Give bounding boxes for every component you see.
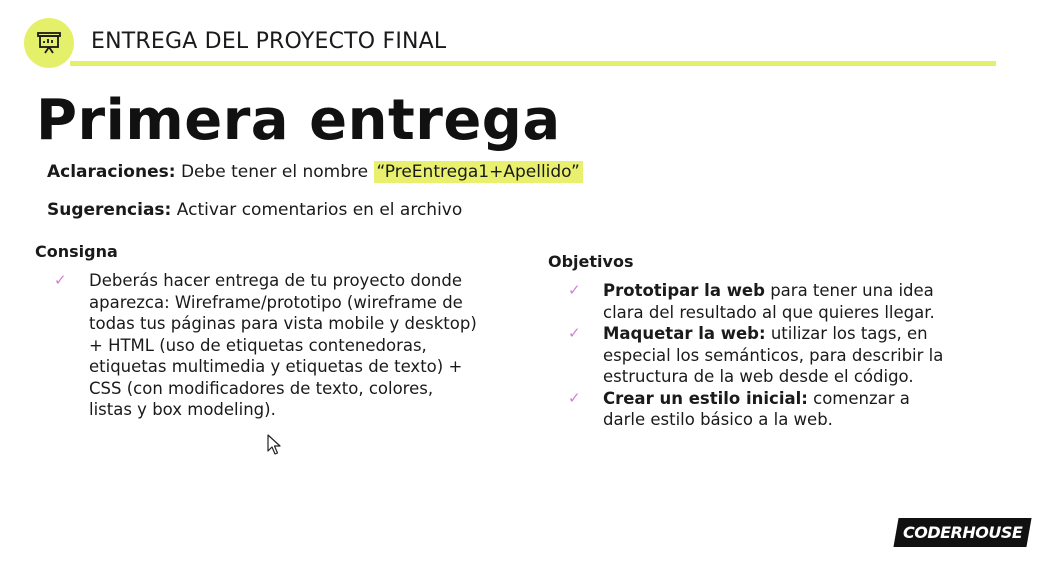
consigna-list xyxy=(50,270,480,421)
check-icon: ✓ xyxy=(54,271,67,289)
list-item xyxy=(564,280,944,323)
objetivo-bold: Maquetar la web: xyxy=(603,324,766,343)
objetivo-bold: Prototipar la web xyxy=(603,281,765,300)
objetivos-list xyxy=(564,280,944,431)
check-icon: ✓ xyxy=(568,324,581,342)
consigna-item-text: Deberás hacer entrega de tu proyecto donde aparezca: Wireframe/prototipo (wireframe de todas tus páginas para vista mobile y desktop) + HTML (uso de etiquetas contenedoras, etiquetas multimedia y etiquetas de texto) + CSS (con modificadores de texto, colores, listas y box modeling). xyxy=(89,271,477,419)
logo-text: CODERHOUSE xyxy=(902,523,1023,542)
check-icon: ✓ xyxy=(568,388,581,407)
sugerencias-note xyxy=(47,200,462,220)
objetivo-text: utilizar los tags, en especial los semánticos, para describir la estructura de la web desde el código. xyxy=(603,324,944,386)
objetivo-text: para tener una idea clara del resultado al que quieres llegar. xyxy=(603,281,935,322)
aclaraciones-label: Aclaraciones: xyxy=(47,162,176,182)
mouse-pointer-icon xyxy=(267,434,283,456)
list-item xyxy=(564,388,944,431)
sugerencias-label: Sugerencias: xyxy=(47,200,172,220)
file-name-highlight: “PreEntrega1+Apellido” xyxy=(374,161,583,183)
presentation-board-icon xyxy=(36,30,62,56)
check-icon: ✓ xyxy=(568,281,581,299)
header-title: ENTREGA DEL PROYECTO FINAL xyxy=(91,29,447,54)
header-icon-badge xyxy=(24,18,74,68)
consigna-heading: Consigna xyxy=(35,242,118,261)
list-item xyxy=(50,270,480,421)
sugerencias-text: Activar comentarios en el archivo xyxy=(176,200,463,220)
objetivo-bold: Crear un estilo inicial: xyxy=(603,388,808,408)
list-item xyxy=(564,323,944,388)
header-underline xyxy=(70,61,996,66)
aclaraciones-note xyxy=(47,162,583,182)
aclaraciones-text: Debe tener el nombre xyxy=(180,162,369,182)
coderhouse-logo xyxy=(893,518,1031,547)
objetivo-text: comenzar a darle estilo básico a la web. xyxy=(603,388,910,429)
page-title: Primera entrega xyxy=(36,88,561,153)
objetivos-heading: Objetivos xyxy=(548,252,634,271)
